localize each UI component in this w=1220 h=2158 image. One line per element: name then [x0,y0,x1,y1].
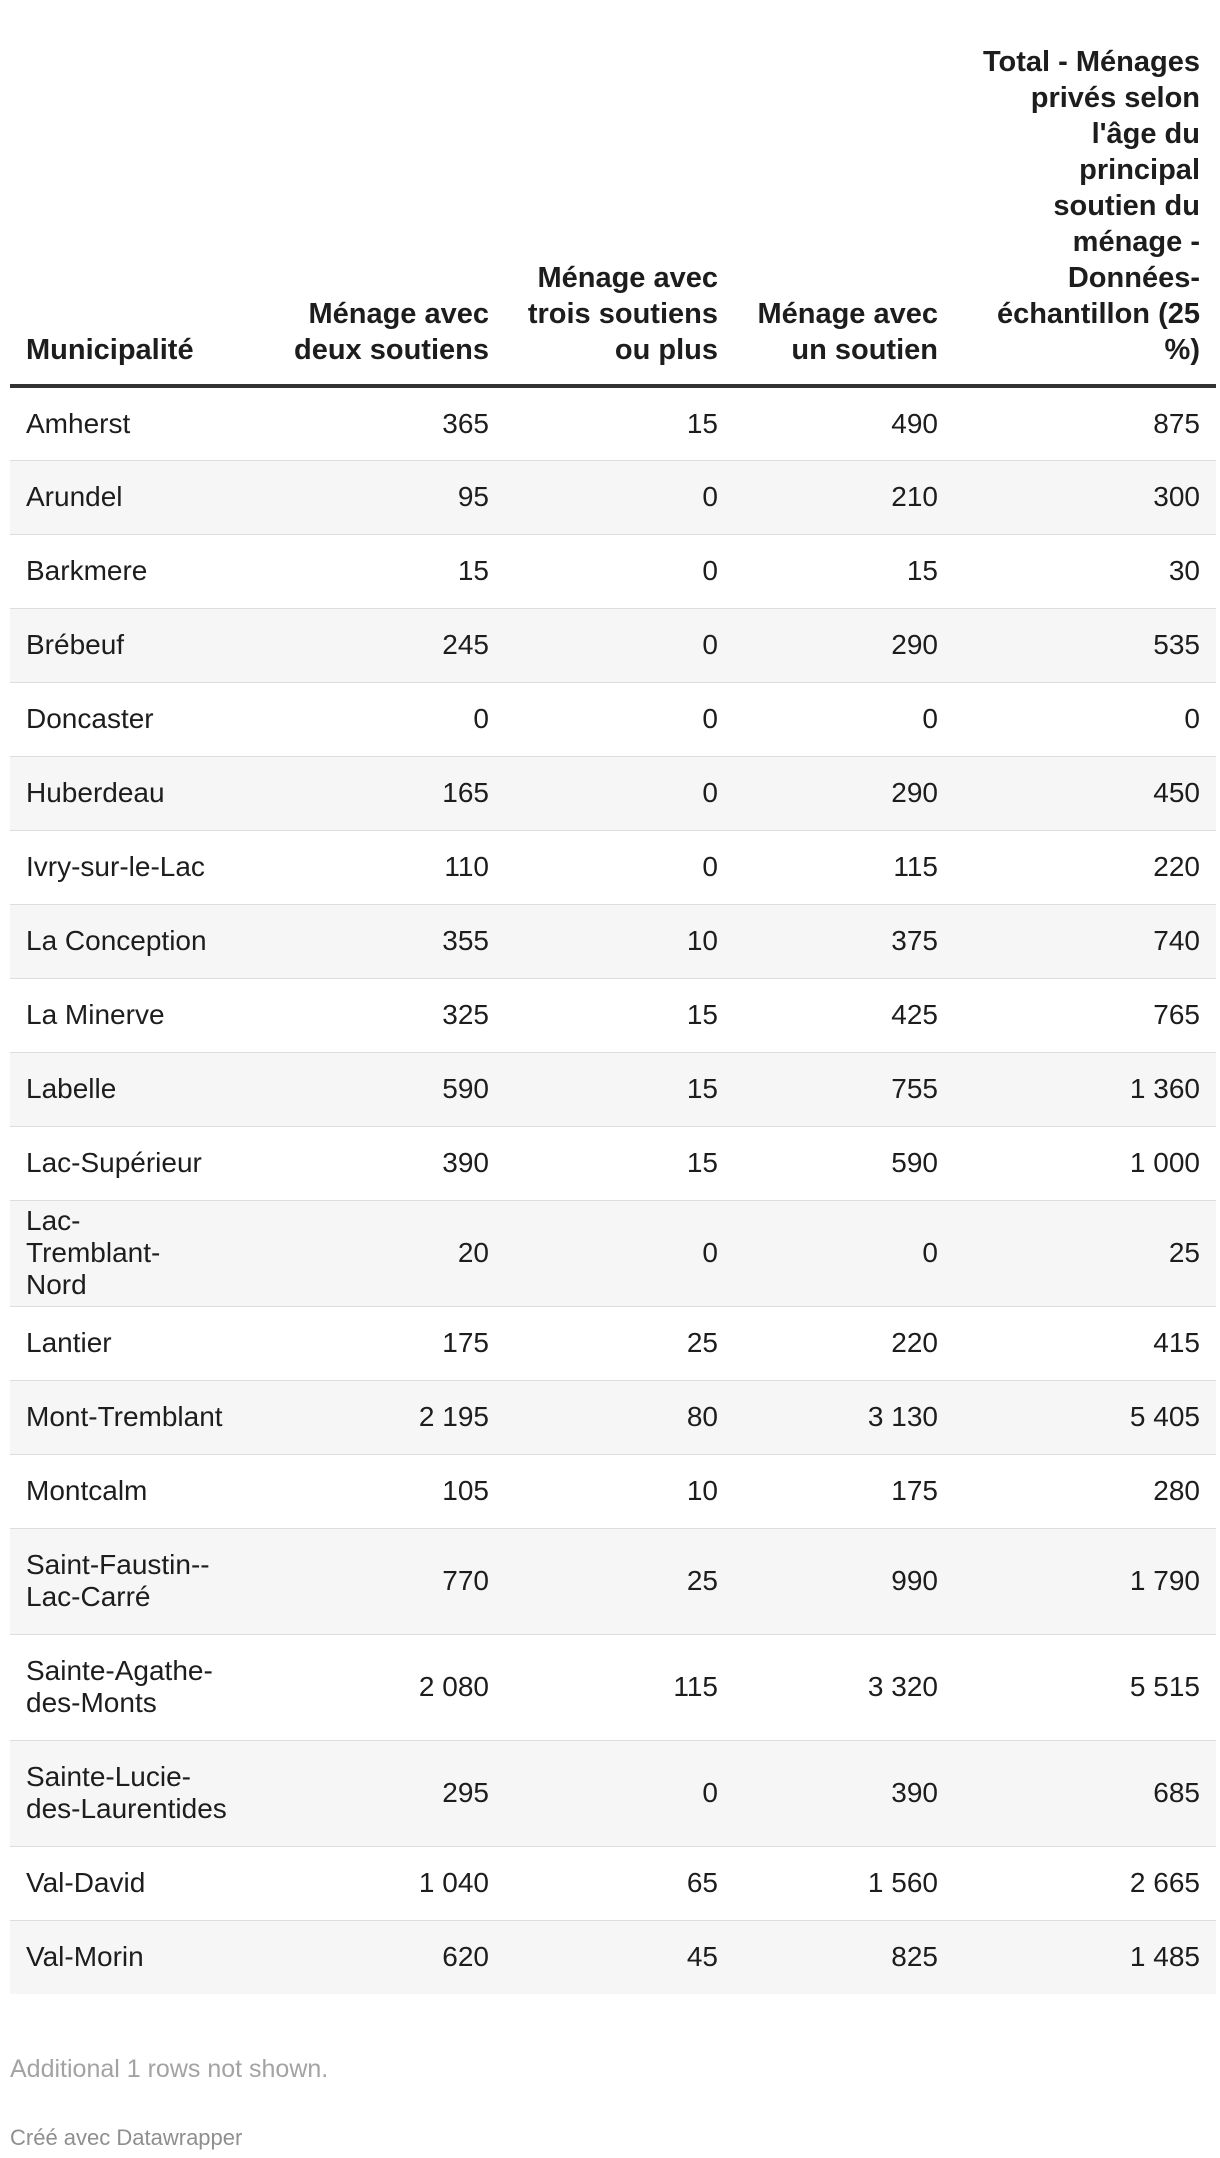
cell-un-soutien: 1 560 [734,1846,954,1920]
cell-total: 220 [954,830,1216,904]
cell-deux-soutiens: 2 195 [253,1380,505,1454]
cell-deux-soutiens: 1 040 [253,1846,505,1920]
cell-total: 450 [954,756,1216,830]
cell-trois-soutiens: 65 [505,1846,734,1920]
cell-un-soutien: 210 [734,460,954,534]
cell-deux-soutiens: 110 [253,830,505,904]
cell-total: 0 [954,682,1216,756]
cell-municipalite: Sainte-Agathe-des-Monts [10,1634,253,1740]
cell-trois-soutiens: 15 [505,978,734,1052]
cell-municipalite: Brébeuf [10,608,253,682]
cell-trois-soutiens: 0 [505,1200,734,1306]
datawrapper-credit: Créé avec Datawrapper [10,2125,243,2150]
cell-trois-soutiens: 25 [505,1528,734,1634]
table-row [10,1740,1216,1846]
cell-total: 875 [954,386,1216,460]
cell-municipalite: Val-Morin [10,1920,253,1994]
cell-un-soutien: 0 [734,682,954,756]
cell-total: 1 000 [954,1126,1216,1200]
cell-un-soutien: 825 [734,1920,954,1994]
cell-municipalite: Ivry-sur-le-Lac [10,830,253,904]
cell-total: 300 [954,460,1216,534]
cell-trois-soutiens: 25 [505,1306,734,1380]
cell-municipalite: Barkmere [10,534,253,608]
table-row [10,1634,1216,1740]
cell-total: 685 [954,1740,1216,1846]
column-header-un-soutien[interactable]: Ménage avec un soutien [734,0,954,386]
cell-trois-soutiens: 0 [505,830,734,904]
cell-un-soutien: 0 [734,1200,954,1306]
cell-deux-soutiens: 355 [253,904,505,978]
cell-trois-soutiens: 0 [505,460,734,534]
table-body [10,386,1216,1994]
table-row [10,756,1216,830]
table-row [10,1380,1216,1454]
cell-un-soutien: 425 [734,978,954,1052]
cell-deux-soutiens: 325 [253,978,505,1052]
cell-deux-soutiens: 20 [253,1200,505,1306]
cell-un-soutien: 490 [734,386,954,460]
table-row [10,1126,1216,1200]
table-row [10,904,1216,978]
cell-un-soutien: 290 [734,756,954,830]
column-header-trois-soutiens[interactable]: Ménage avec trois soutiens ou plus [505,0,734,386]
cell-deux-soutiens: 15 [253,534,505,608]
table-row [10,386,1216,460]
cell-trois-soutiens: 45 [505,1920,734,1994]
cell-un-soutien: 375 [734,904,954,978]
table-row [10,460,1216,534]
table-row [10,1846,1216,1920]
cell-un-soutien: 15 [734,534,954,608]
cell-deux-soutiens: 2 080 [253,1634,505,1740]
cell-municipalite: La Minerve [10,978,253,1052]
cell-deux-soutiens: 390 [253,1126,505,1200]
cell-total: 25 [954,1200,1216,1306]
cell-trois-soutiens: 0 [505,682,734,756]
cell-total: 415 [954,1306,1216,1380]
table-row [10,1528,1216,1634]
cell-deux-soutiens: 620 [253,1920,505,1994]
cell-deux-soutiens: 95 [253,460,505,534]
header-row [10,0,1216,386]
cell-trois-soutiens: 0 [505,756,734,830]
cell-deux-soutiens: 295 [253,1740,505,1846]
cell-total: 740 [954,904,1216,978]
cell-total: 5 515 [954,1634,1216,1740]
cell-un-soutien: 175 [734,1454,954,1528]
cell-un-soutien: 990 [734,1528,954,1634]
cell-un-soutien: 755 [734,1052,954,1126]
table-row [10,1200,1216,1306]
table-row [10,682,1216,756]
cell-trois-soutiens: 10 [505,1454,734,1528]
cell-un-soutien: 590 [734,1126,954,1200]
cell-trois-soutiens: 15 [505,386,734,460]
data-table [10,0,1216,1994]
cell-deux-soutiens: 0 [253,682,505,756]
cell-municipalite: Amherst [10,386,253,460]
cell-deux-soutiens: 245 [253,608,505,682]
table-row [10,1454,1216,1528]
table-row [10,1306,1216,1380]
cell-municipalite: Lantier [10,1306,253,1380]
cell-total: 1 360 [954,1052,1216,1126]
cell-total: 1 485 [954,1920,1216,1994]
cell-total: 535 [954,608,1216,682]
cell-trois-soutiens: 115 [505,1634,734,1740]
cell-trois-soutiens: 0 [505,534,734,608]
cell-total: 280 [954,1454,1216,1528]
column-header-deux-soutiens[interactable]: Ménage avec deux soutiens [253,0,505,386]
cell-municipalite: Arundel [10,460,253,534]
table-row [10,608,1216,682]
cell-municipalite: Lac-Supérieur [10,1126,253,1200]
cell-municipalite: Saint-Faustin--Lac-Carré [10,1528,253,1634]
cell-trois-soutiens: 0 [505,608,734,682]
cell-deux-soutiens: 175 [253,1306,505,1380]
table-row [10,830,1216,904]
cell-total: 2 665 [954,1846,1216,1920]
table-row [10,978,1216,1052]
cell-municipalite: Doncaster [10,682,253,756]
column-header-total[interactable]: Total - Ménages privés selon l'âge du principal soutien du ménage - Données-échantillon (25 %) [954,0,1216,386]
cell-total: 1 790 [954,1528,1216,1634]
cell-un-soutien: 3 320 [734,1634,954,1740]
table-row [10,534,1216,608]
cell-un-soutien: 390 [734,1740,954,1846]
table-row [10,1920,1216,1994]
cell-total: 30 [954,534,1216,608]
cell-deux-soutiens: 590 [253,1052,505,1126]
cell-deux-soutiens: 165 [253,756,505,830]
data-table-container [10,0,1216,1994]
rows-not-shown-note: Additional 1 rows not shown. [10,2055,329,2083]
cell-un-soutien: 290 [734,608,954,682]
cell-deux-soutiens: 770 [253,1528,505,1634]
cell-total: 5 405 [954,1380,1216,1454]
column-header-municipalite[interactable]: Municipalité [10,0,253,386]
cell-trois-soutiens: 80 [505,1380,734,1454]
cell-municipalite: Mont-Tremblant [10,1380,253,1454]
cell-municipalite: Labelle [10,1052,253,1126]
cell-un-soutien: 115 [734,830,954,904]
cell-deux-soutiens: 365 [253,386,505,460]
table-row [10,1052,1216,1126]
cell-municipalite: La Conception [10,904,253,978]
cell-un-soutien: 220 [734,1306,954,1380]
cell-trois-soutiens: 15 [505,1126,734,1200]
cell-trois-soutiens: 15 [505,1052,734,1126]
cell-municipalite: Montcalm [10,1454,253,1528]
cell-trois-soutiens: 10 [505,904,734,978]
cell-un-soutien: 3 130 [734,1380,954,1454]
cell-municipalite: Val-David [10,1846,253,1920]
cell-municipalite: Sainte-Lucie-des-Laurentides [10,1740,253,1846]
cell-municipalite: Huberdeau [10,756,253,830]
cell-deux-soutiens: 105 [253,1454,505,1528]
cell-municipalite: Lac-Tremblant-Nord [10,1200,253,1306]
cell-trois-soutiens: 0 [505,1740,734,1846]
cell-total: 765 [954,978,1216,1052]
